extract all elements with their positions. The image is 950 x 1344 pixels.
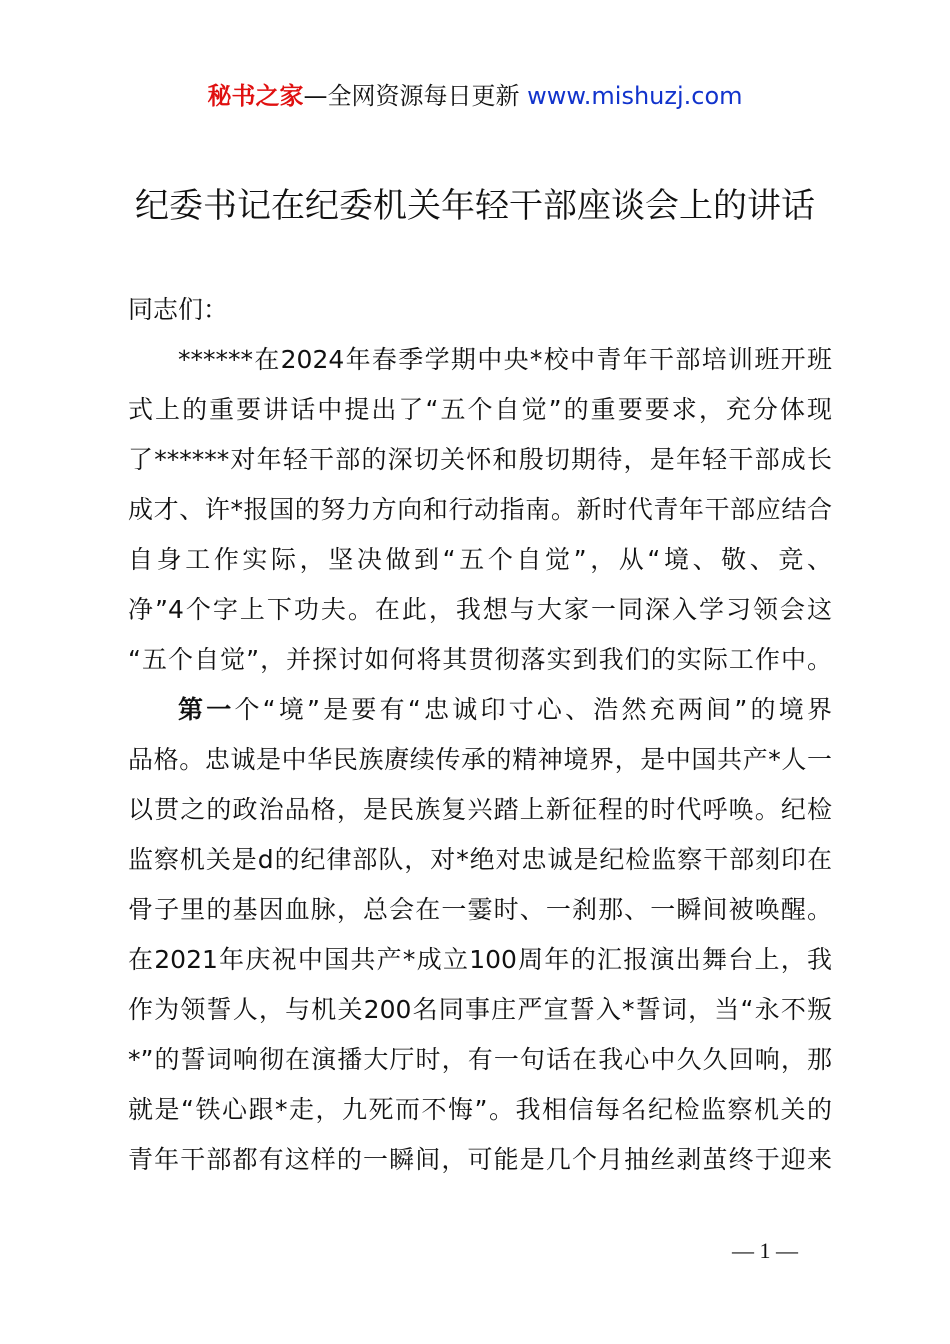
paragraph-line: 以贯之的政治品格，是民族复兴踏上新征程的时代呼唤。纪检 xyxy=(128,795,832,824)
paragraph-line: *”的誓词响彻在演播大厅时，有一句话在我心中久久回响，那 xyxy=(128,1045,832,1074)
paragraph-line: 品格。忠诚是中华民族赓续传承的精神境界，是中国共产*人一 xyxy=(128,745,832,774)
paragraph-line: 监察机关是d的纪律部队，对*绝对忠诚是纪检监察干部刻印在 xyxy=(128,845,832,874)
document-title: 纪委书记在纪委机关年轻干部座谈会上的讲话 xyxy=(135,186,815,226)
paragraph-line: 净”4个字上下功夫。在此，我想与大家一同深入学习领会这 xyxy=(128,595,832,624)
banner-slogan: —全网资源每日更新 xyxy=(303,82,528,110)
paragraph-line: 成才、许*报国的努力方向和行动指南。新时代青年干部应结合 xyxy=(128,495,832,524)
site-url[interactable]: www.mishuzj.com xyxy=(527,82,743,110)
paragraph-line: 作为领誓人，与机关200名同事庄严宣誓入*誓词，当“永不叛 xyxy=(128,995,832,1024)
section-lead: 第一 xyxy=(178,695,235,724)
paragraph-line: “五个自觉”，并探讨如何将其贯彻落实到我们的实际工作中。 xyxy=(128,645,832,674)
site-banner xyxy=(0,80,950,112)
paragraph-line: 就是“铁心跟*走，九死而不悔”。我相信每名纪检监察机关的 xyxy=(128,1095,832,1124)
paragraph-line: 了******对年轻干部的深切关怀和殷切期待，是年轻干部成长 xyxy=(128,445,832,474)
brand-name: 秘书之家 xyxy=(207,82,304,110)
section-first-line xyxy=(128,685,832,735)
salutation: 同志们： xyxy=(128,295,229,324)
paragraph-line: 在2021年庆祝中国共产*成立100周年的汇报演出舞台上，我 xyxy=(128,945,832,974)
paragraph-line: 骨子里的基因血脉，总会在一霎时、一刹那、一瞬间被唤醒。 xyxy=(128,895,832,924)
page-number: — 1 — xyxy=(732,1238,798,1263)
paragraph-line: 式上的重要讲话中提出了“五个自觉”的重要要求，充分体现 xyxy=(128,395,832,424)
paragraph-line: 自身工作实际，坚决做到“五个自觉”，从“境、敬、竞、 xyxy=(128,545,832,574)
document-body xyxy=(128,285,832,1185)
paragraph-line: ******在2024年春季学期中央*校中青年干部培训班开班 xyxy=(178,345,832,374)
section-first-line-text: 个“境”是要有“忠诚印寸心、浩然充两间”的境界 xyxy=(234,695,832,724)
paragraph-line: 青年干部都有这样的一瞬间，可能是几个月抽丝剥茧终于迎来 xyxy=(128,1145,832,1174)
